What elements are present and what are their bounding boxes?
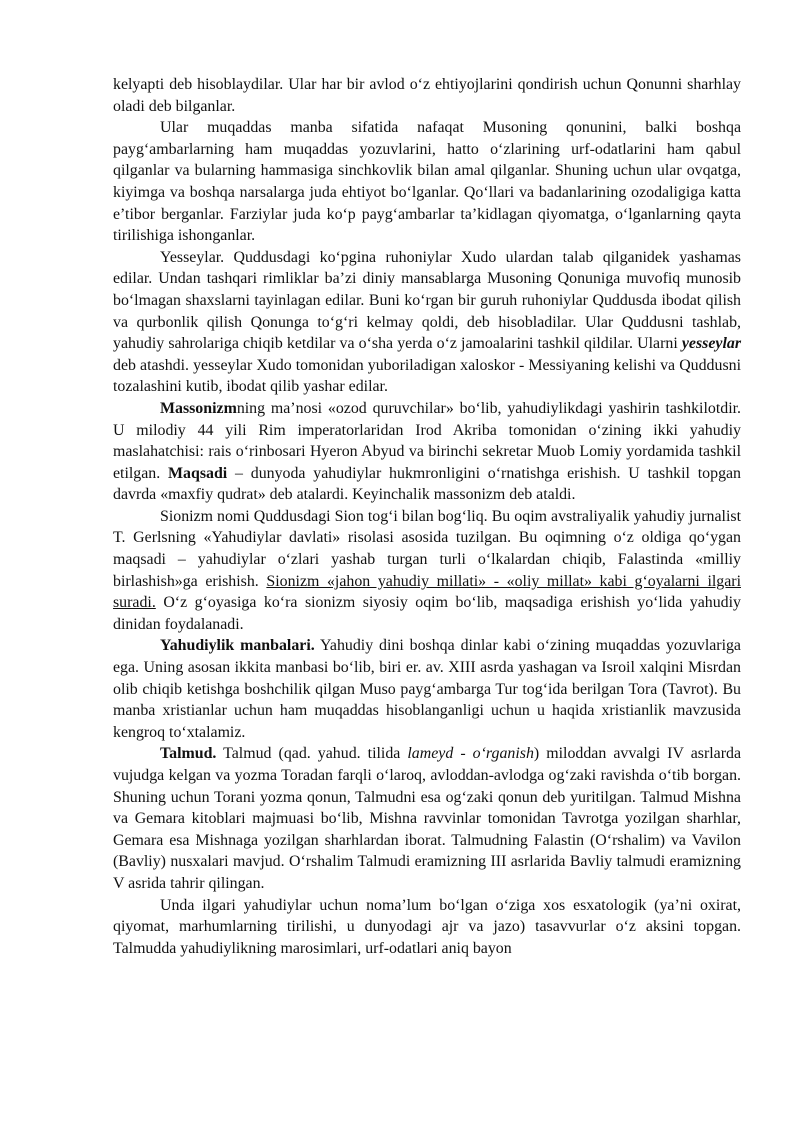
paragraph-sionizm-text-b: O‘z g‘oyasiga ko‘ra sionizm siyosiy oqim bo‘lib, maqsadiga erishish yo‘lida yahudiy dinidan foydalanadi. xyxy=(113,594,741,633)
paragraph-1 xyxy=(113,74,741,117)
paragraph-esxatologiya-text: Unda ilgari yahudiylar uchun noma’lum bo‘lgan o‘ziga xos esxatologik (ya’ni oxirat, qiyomat, marhumlarning tirilishi, u dunyodagi ajr va jazo) tasavvurlar o‘z aksini topgan. Talmudda yahudiylikning marosimlari, urf-odatlari aniq bayon xyxy=(113,896,741,957)
paragraph-talmud-text-b: ) miloddan avvalgi IV asrlarda vujudga kelgan va yozma Toradan farqli o‘laroq, avloddan-avlodga og‘zaki ravishda o‘tib borgan. Shuning uchun Torani yozma qonun, Talmudni esa og‘zaki qonun deb yuritilgan. Talmud Mishna va Gemara kitoblari majmuasi bo‘lib, Mishna ravvinlar tomonidan Tavrotga yozilgan sharhlar, Gemara esa Mishnaga yozilgan sharhlardan iborat. Talmudning Falastin (O‘rshalim) va Vavilon (Bavliy) nusxalari mavjud. O‘rshalim Talmudi eramizning III asrlarida Bavliy talmudi eramizning V asrida tahrir qilingan. xyxy=(113,745,741,892)
paragraph-yesseylar-text-b: deb atashdi. yesseylar Xudo tomonidan yuboriladigan xaloskor - Messiyaning kelishi va Quddusni tozalashini kutib, ibodat qilib yashar edilar. xyxy=(113,356,741,396)
document-page xyxy=(113,74,741,959)
paragraph-talmud-text-a: Talmud (qad. yahud. tilida xyxy=(216,745,408,763)
paragraph-yesseylar xyxy=(113,247,741,398)
paragraph-esxatologiya xyxy=(113,895,741,960)
paragraph-sionizm-text-a: Sionizm nomi Quddusdagi Sion tog‘i bilan bog‘liq. Bu oqim avstraliyalik yahudiy jurnalist T. Gerlsning «Yahudiylar davlati» risolasi asosida tuzilgan. Bu oqimning o‘z oldiga qo‘ygan maqsadi – yahudiylar o‘zlari yashab turgan turli o‘lkalardan chiqib, Falastinda «milliy birlashish»ga erishish. xyxy=(113,507,741,590)
paragraph-massonizm xyxy=(113,398,741,506)
paragraph-yesseylar-text-a: Yesseylar. Quddusdagi ko‘pgina ruhoniylar Xudo ulardan talab qilganidek yashamas edilar. Undan tashqari rimliklar ba’zi diniy mansablarga Musoning Qonuniga muvofiq munosib bo‘lmagan shaxslarni tayinlagan edilar. Buni ko‘rgan bir guruh ruhoniylar Quddusda ibodat qilish va qurbonlik qilish Qonunga to‘g‘ri kelmay qoldi, deb hisobladilar. Ular Quddusni tashlab, yahudiy sahrolariga chiqib ketdilar va o‘sha yerda o‘z jamoalarini tashkil qildilar. Ularni xyxy=(113,248,741,353)
paragraph-talmud xyxy=(113,743,741,894)
talmud-heading: Talmud. xyxy=(160,745,217,763)
sionizm-underlined-sentence: Sionizm «jahon yahudiy millati» - «oliy millat» kabi g‘oyalarni ilgari suradi. xyxy=(113,572,741,612)
talmud-etymology: lameyd - o‘rganish xyxy=(407,745,534,763)
paragraph-1-text: kelyapti deb hisoblaydilar. Ular har bir avlod o‘z ehtiyojlarini qondirish uchun Qonunni sharhlay oladi deb bilganlar. xyxy=(113,76,741,115)
paragraph-farisees-text: Ular muqaddas manba sifatida nafaqat Musoning qonunini, balki boshqa payg‘ambarlarning ham muqaddas yozuvlarini, hatto o‘zlarining urf-odatlarini ham qabul qilganlar va bularning hammasiga sinchkovlik bilan amal qilganlar. Shuning uchun ular ovqatga, kiyimga va boshqa narsalarga juda ehtiyot bo‘lganlar. Qo‘llari va badanlarining ozodaligiga katta e’tibor berganlar. Farziylar juda ko‘p payg‘ambarlar ta’kidlagan qiyomatga, o‘lganlarning qayta tirilishiga ishonganlar. xyxy=(113,119,741,245)
paragraph-massonizm-text-a: ning ma’nosi «ozod quruvchilar» bo‘lib, yahudiylikdagi yashirin tashkilotdir. U milodiy 44 yili Rim imperatorlaridan Irod Akriba tomonidan o‘zining ikki yahudiy maslahatchisi: rais o‘rinbosari Hyeron Abyud va birinchi sekretar Muob Lomiy yordamida tashkil etilgan. xyxy=(113,399,741,482)
paragraph-sionizm xyxy=(113,506,741,636)
yesseylar-term: yesseylar xyxy=(681,335,741,353)
maqsadi-term: Maqsadi xyxy=(168,464,228,482)
paragraph-manbalar-text: Yahudiy dini boshqa dinlar kabi o‘zining muqaddas yozuvlariga ega. Uning asosan ikkita manbasi bo‘lib, biri er. av. XIII asrda yashagan va Isroil xalqini Misrdan olib chiqib ketishga boshchilik qilgan Muso payg‘ambarga Tur tog‘ida berilgan Tora (Tavrot). Bu manba xristianlar uchun ham muqaddas hisoblanganligi uchun u haqida xristianlik mavzusida kengroq to‘xtalamiz. xyxy=(113,637,741,741)
massonizm-term: Massonizm xyxy=(160,399,237,417)
paragraph-manbalar xyxy=(113,635,741,743)
manbalar-heading: Yahudiylik manbalari. xyxy=(160,637,315,655)
paragraph-farisees xyxy=(113,117,741,247)
paragraph-massonizm-text-b: – dunyoda yahudiylar hukmronligini o‘rnatishga erishish. U tashkil topgan davrda «maxfiy qudrat» deb atalardi. Keyinchalik massonizm deb ataldi. xyxy=(113,464,742,504)
